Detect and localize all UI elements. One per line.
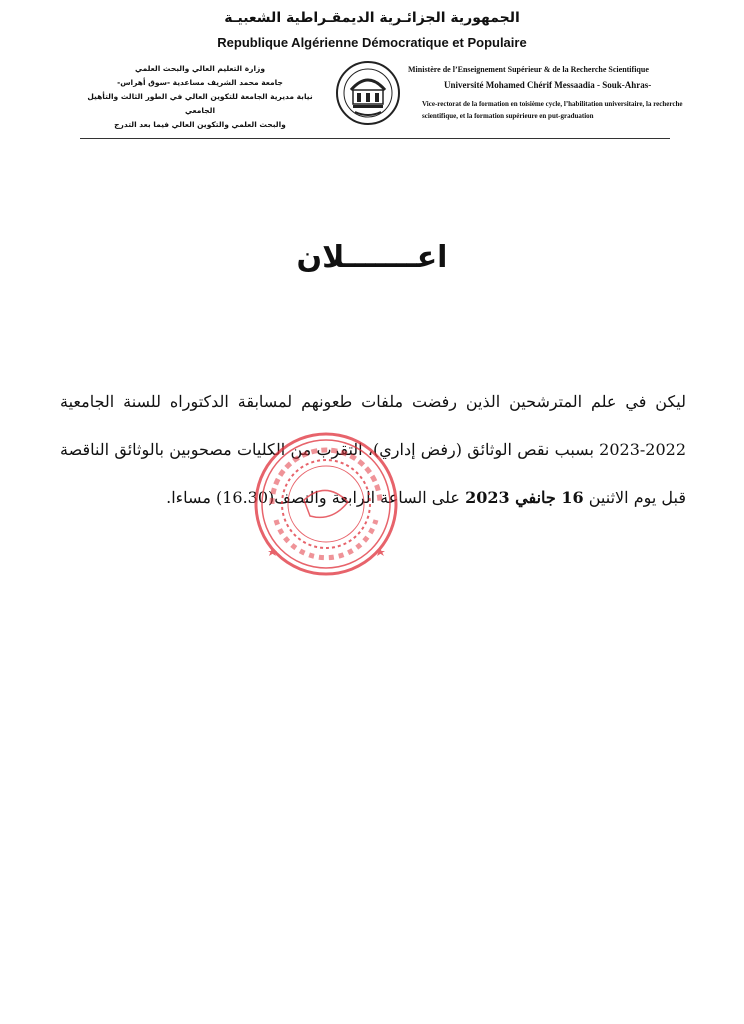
- ministry-french: Ministère de l’Enseignement Supérieur & de la Recherche Scientifique: [408, 65, 649, 74]
- republic-title-arabic: الجمهورية الجزائـرية الديمقـراطية الشعبيـة: [224, 10, 520, 26]
- republic-title-french: Republique Algérienne Démocratique et Populaire: [217, 35, 527, 50]
- university-arabic: جامعة محمد الشريف مساعدية -سوق أهراس-: [117, 78, 283, 87]
- official-stamp-icon: [252, 430, 400, 578]
- header-divider: [80, 138, 670, 139]
- university-logo-icon: [335, 60, 401, 126]
- university-french: Université Mohamed Chérif Messaadia - Souk-Ahras-: [444, 80, 652, 90]
- vice-rectorat-french: Vice-rectorat de la formation en toisième cycle, l’habilitation universitaire, la recherche scientifique, et la formation supérieure en put-graduation: [422, 100, 683, 120]
- announcement-text-part2: على الساعة الرابعة والنصف(16.30) مساءا.: [166, 488, 466, 507]
- vice-rectorat-arabic-1: نيابة مديرية الجامعة للتكوين العالي في الطور الثالث والتأهيل الجامعي: [87, 92, 313, 115]
- french-institution-block: [408, 62, 708, 122]
- announcement-title: اعـــــــلان: [296, 240, 448, 275]
- arabic-institution-block: [80, 62, 320, 132]
- vice-rectorat-arabic-2: والبحث العلمي والتكوين العالي فيما بعد التدرج: [114, 120, 286, 129]
- announcement-text-part1: ليكن في علم المترشحين الذين رفضت ملفات طعونهم لمسابقة الدكتوراه للسنة الجامعية 2022-2023 بسبب نقص الوثائق (رفض إداري)، التقرب من الكليات مصحوبين بالوثائق الناقصة قبل يوم الاثنين: [60, 392, 687, 507]
- announcement-date: 16 جانفي 2023: [465, 488, 584, 507]
- ministry-arabic: وزارة التعليم العالي والبحث العلمي: [134, 64, 266, 73]
